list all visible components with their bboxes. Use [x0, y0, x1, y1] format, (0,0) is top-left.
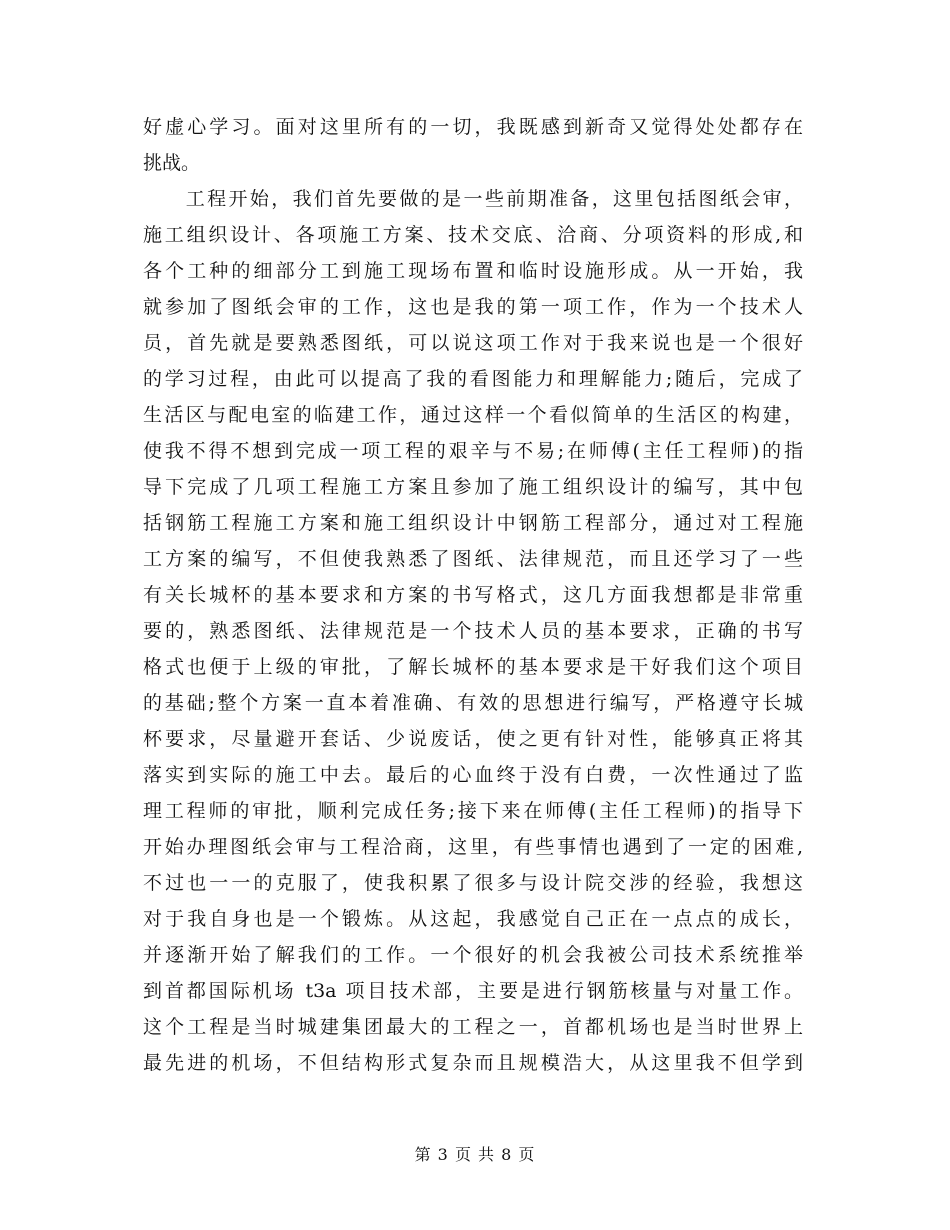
text-line: 挑战。 — [143, 152, 201, 174]
text-line: 杯要求，尽量避开套话、少说废话，使之更有针对性，能够真正将其 — [143, 728, 803, 750]
text-line: 不过也一一的克服了，使我积累了很多与设计院交涉的经验，我想这 — [143, 872, 803, 894]
text-line: 员，首先就是要熟悉图纸，可以说这项工作对于我来说也是一个很好 — [143, 332, 803, 354]
text-line: 的学习过程，由此可以提高了我的看图能力和理解能力;随后，完成了 — [143, 368, 803, 390]
text-line: 最先进的机场，不但结构形式复杂而且规模浩大，从这里我不但学到 — [143, 1052, 803, 1074]
text-line: 工方案的编写，不但使我熟悉了图纸、法律规范，而且还学习了一些 — [143, 548, 803, 570]
text-line: 格式也便于上级的审批，了解长城杯的基本要求是干好我们这个项目 — [143, 656, 803, 678]
text-line: 对于我自身也是一个锻炼。从这起，我感觉自己正在一点点的成长， — [143, 908, 803, 930]
text-line: 生活区与配电室的临建工作，通过这样一个看似简单的生活区的构建， — [143, 404, 803, 426]
text-line: 施工组织设计、各项施工方案、技术交底、洽商、分项资料的形成,和 — [143, 224, 803, 246]
text-line: 开始办理图纸会审与工程洽商，这里，有些事情也遇到了一定的困难, — [143, 836, 803, 858]
text-line: 要的，熟悉图纸、法律规范是一个技术人员的基本要求，正确的书写 — [143, 620, 803, 642]
text-line: 导下完成了几项工程施工方案且参加了施工组织设计的编写，其中包 — [143, 476, 803, 498]
page-number-footer: 第 3 页 共 8 页 — [414, 1145, 536, 1164]
text-line: 有关长城杯的基本要求和方案的书写格式，这几方面我想都是非常重 — [143, 584, 803, 606]
text-line: 落实到实际的施工中去。最后的心血终于没有白费，一次性通过了监 — [143, 764, 803, 786]
text-line: 就参加了图纸会审的工作，这也是我的第一项工作，作为一个技术人 — [143, 296, 803, 318]
text-line: 的基础;整个方案一直本着准确、有效的思想进行编写，严格遵守长城 — [143, 692, 803, 714]
text-line: 使我不得不想到完成一项工程的艰辛与不易;在师傅(主任工程师)的指 — [143, 440, 803, 462]
text-line: 并逐渐开始了解我们的工作。一个很好的机会我被公司技术系统推举 — [143, 944, 803, 966]
text-line: 括钢筋工程施工方案和施工组织设计中钢筋工程部分，通过对工程施 — [143, 512, 803, 534]
text-line: 好虚心学习。面对这里所有的一切，我既感到新奇又觉得处处都存在 — [143, 116, 803, 138]
text-line: 理工程师的审批，顺利完成任务;接下来在师傅(主任工程师)的指导下 — [143, 800, 803, 822]
text-line: 工程开始，我们首先要做的是一些前期准备，这里包括图纸会审， — [143, 188, 803, 210]
text-line: 各个工种的细部分工到施工现场布置和临时设施形成。从一开始，我 — [143, 260, 803, 282]
text-line: 这个工程是当时城建集团最大的工程之一，首都机场也是当时世界上 — [143, 1016, 803, 1038]
text-line: 到首都国际机场 t3a 项目技术部，主要是进行钢筋核量与对量工作。 — [143, 980, 803, 1002]
